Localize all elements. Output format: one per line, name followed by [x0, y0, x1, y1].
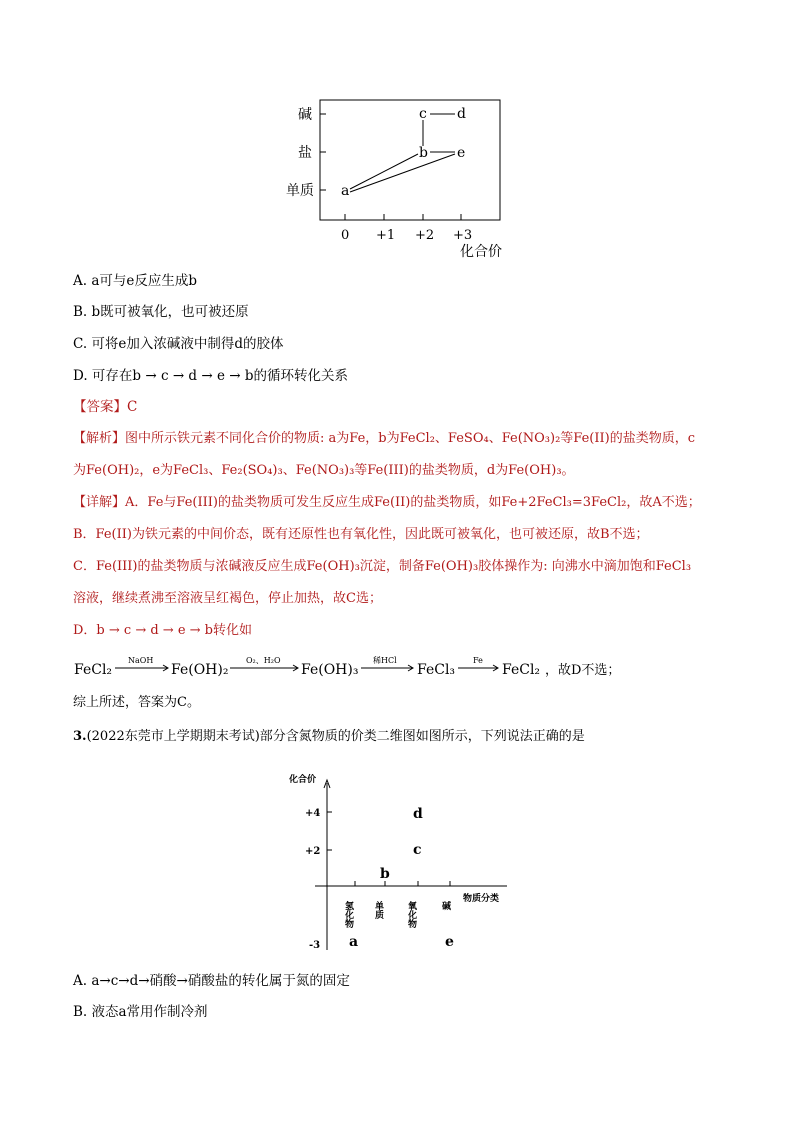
analysis-text-1: 图中所示铁元素不同化合价的物质: a为Fe，b为FeCl₂、FeSO₄、Fe(NO₃)₂等Fe(II)的盐类物质，c — [125, 431, 695, 446]
chart1-point-e: e — [457, 145, 466, 161]
chart1-xlabel: 化合价 — [460, 244, 502, 260]
chart2-xlabel: 物质分类 — [463, 894, 500, 904]
eq-species-4: FeCl₃ — [417, 662, 456, 678]
q2-option-c: C. 可将e加入浓碱液中制得d的胶体 — [73, 336, 284, 352]
chart2-xcat-hydride: 氢化物 — [343, 901, 353, 928]
nitrogen-valence-chart — [285, 768, 525, 958]
analysis-line-1 — [73, 430, 695, 448]
detail-line-b: B．Fe(II)为铁元素的中间价态，既有还原性也有氧化性，因此既可被氧化，也可被还原，故B不选； — [73, 527, 649, 542]
q3-option-b: B. 液态a常用作制冷剂 — [73, 1004, 208, 1020]
answer-line — [73, 398, 137, 416]
q2-option-d: D. 可存在b → c → d → e → b的循环转化关系 — [73, 368, 348, 384]
eq-species-5: FeCl₂ — [502, 662, 541, 678]
chart2-xcat-base: 碱 — [440, 901, 450, 910]
eq-reagent-1: NaOH — [128, 656, 154, 665]
summary: 综上所述，答案为C。 — [73, 695, 200, 710]
chart2-ytick-minus3: -3 — [309, 940, 321, 951]
eq-reagent-2: O₂、H₂O — [246, 656, 281, 665]
question-3-number: 3. — [73, 729, 87, 744]
chart2-ytick-plus4: +4 — [305, 808, 321, 819]
q3-option-a: A. a→c→d→硝酸→硝酸盐的转化属于氮的固定 — [73, 973, 350, 989]
chart1-frame — [320, 100, 500, 220]
eq-species-2: Fe(OH)₂ — [171, 662, 229, 678]
chart1-ylabel-element: 单质 — [286, 183, 314, 199]
eq-species-3: Fe(OH)₃ — [301, 662, 359, 678]
analysis-tag: 【解析】 — [73, 431, 126, 446]
answer-tag: 【答案】 — [73, 399, 127, 415]
q2-option-a: A. a可与e反应生成b — [73, 273, 198, 289]
chart2-point-a: a — [349, 934, 359, 950]
chart2-xcat-element: 单质 — [373, 901, 383, 919]
eq-species-1: FeCl₂ — [74, 662, 113, 678]
iron-valence-chart — [286, 92, 530, 262]
chart2-ylabel: 化合价 — [289, 775, 317, 785]
chart2-point-c: c — [413, 842, 422, 858]
chart1-point-b: b — [419, 145, 428, 161]
chart1-ylabel-base: 碱 — [298, 107, 312, 123]
question-3-text: (2022东莞市上学期期末考试)部分含氮物质的价类二维图如图所示，下列说法正确的是 — [86, 729, 585, 744]
detail-text-a: A．Fe与Fe(III)的盐类物质可发生反应生成Fe(II)的盐类物质，如Fe+2FeCl₃=3FeCl₂，故A不选； — [125, 495, 701, 510]
chart1-xtick-2: +2 — [415, 228, 435, 243]
detail-line-a — [73, 494, 701, 512]
detail-line-c1: C．Fe(III)的盐类物质与浓碱液反应生成Fe(OH)₃沉淀，制备Fe(OH)₃胶体操作为: 向沸水中滴加饱和FeCl₃ — [73, 559, 692, 574]
question-3 — [73, 728, 585, 746]
detail-tag: 【详解】 — [73, 495, 126, 510]
chart1-point-a: a — [341, 183, 350, 199]
chart2-point-d: d — [413, 806, 423, 822]
reaction-chain — [70, 650, 670, 684]
chart2-point-e: e — [445, 934, 454, 950]
eq-reagent-3: 稀HCl — [373, 656, 397, 665]
eq-reagent-4: Fe — [473, 656, 483, 665]
chart2-point-b: b — [380, 866, 390, 882]
chart1-point-c: c — [419, 106, 427, 122]
chart1-xtick-1: +1 — [376, 228, 396, 243]
detail-line-c2: 溶液，继续煮沸至溶液呈红褐色，停止加热，故C选； — [73, 591, 382, 606]
analysis-line-2: 为Fe(OH)₂，e为FeCl₃、Fe₂(SO₄)₃、Fe(NO₃)₃等Fe(III)的盐类物质，d为Fe(OH)₃。 — [73, 463, 575, 478]
chart2-xcat-oxide: 氧化物 — [406, 901, 416, 928]
q2-option-b: B. b既可被氧化，也可被还原 — [73, 304, 249, 320]
chart1-ylabel-salt: 盐 — [298, 145, 312, 161]
chart2-ytick-plus2: +2 — [305, 846, 321, 857]
chart1-xtick-0: 0 — [341, 228, 350, 243]
answer-value: C — [127, 399, 138, 415]
chart1-xtick-3: +3 — [453, 228, 473, 243]
detail-line-d: D．b → c → d → e → b转化如 — [73, 623, 252, 638]
eq-tail: ，故D不选； — [545, 663, 621, 678]
chart1-point-d: d — [457, 106, 466, 122]
